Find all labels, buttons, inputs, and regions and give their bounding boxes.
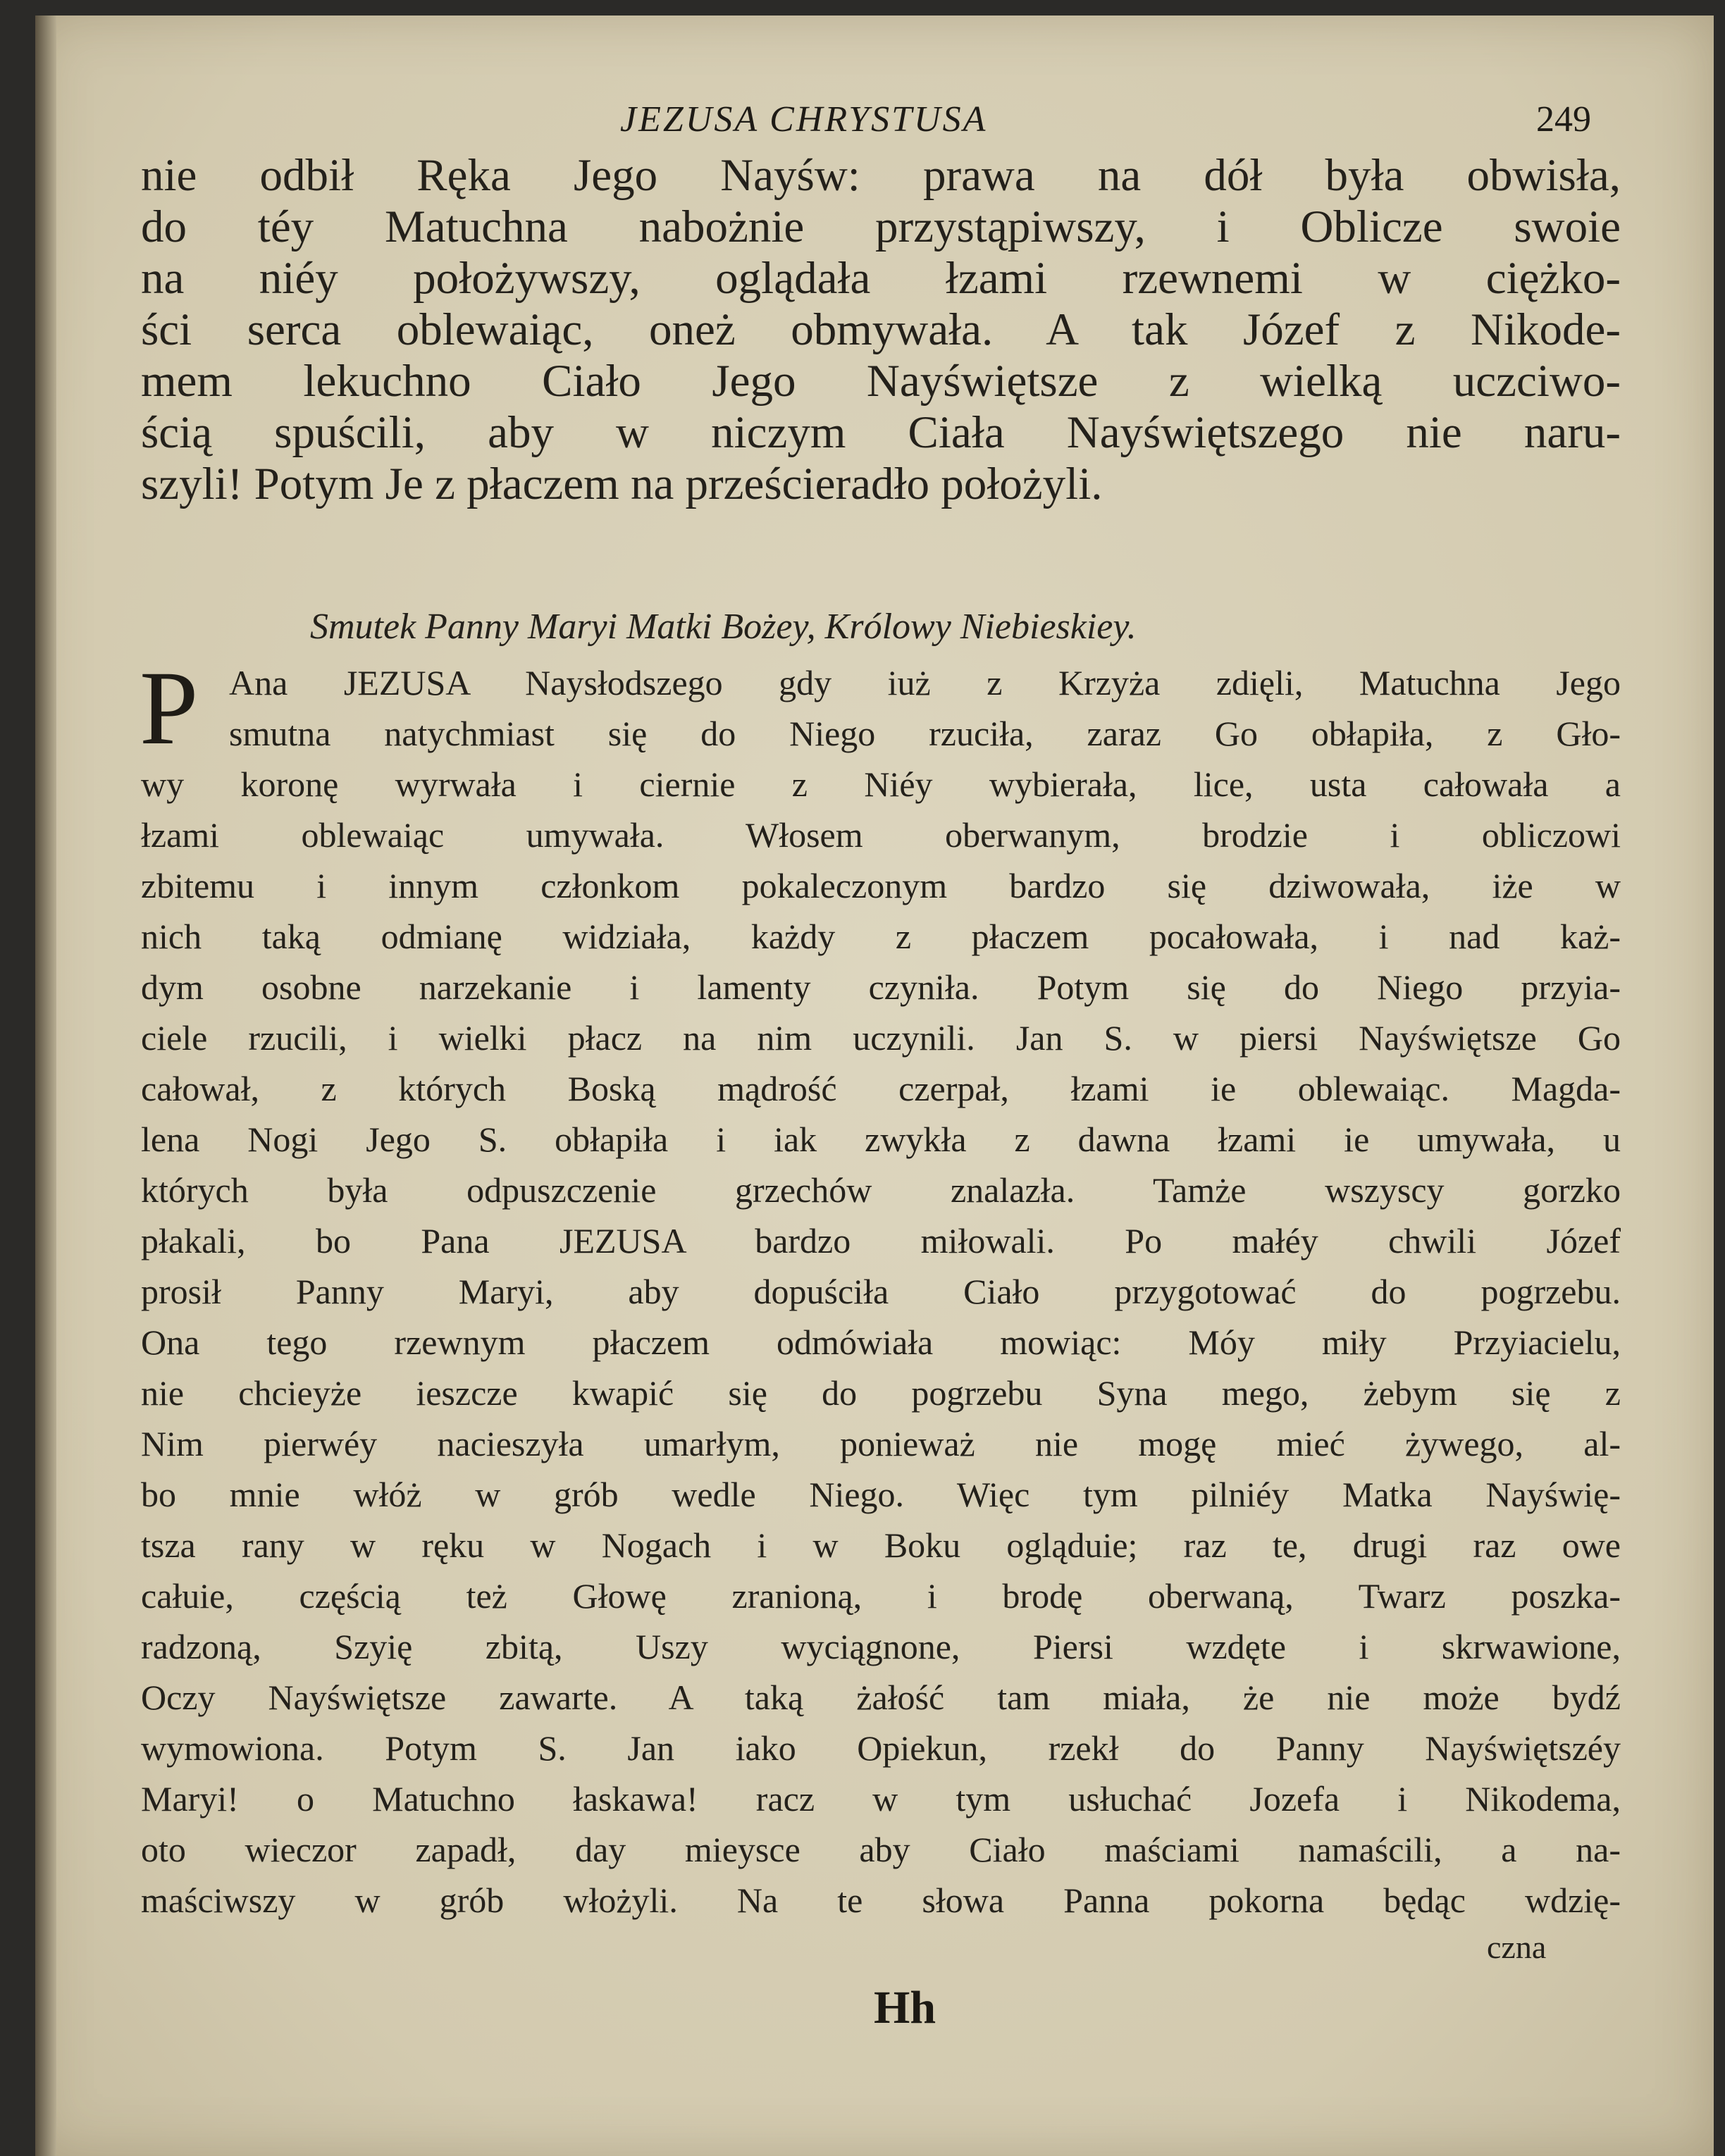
text-line: ści serca oblewaiąc, oneż obmywała. A tak Józef z Nikode- [141,304,1621,355]
text-line: prosił Panny Maryi, aby dopuściła Ciało przygotować do pogrzebu. [141,1272,1621,1311]
text-line: radzoną, Szyię zbitą, Uszy wyciągnone, Piersi wzdęte i skrwawione, [141,1627,1621,1666]
text-line: oto wieczor zapadł, day mieysce aby Ciało maściami namaścili, a na- [141,1830,1621,1869]
text-line: mem lekuchno Ciało Jego Nayświętsze z wielką uczciwo- [141,356,1621,407]
signature-mark: Hh [874,1982,936,2033]
text-line: płakali, bo Pana JEZUSA bardzo miłowali. Po małéy chwili Józef [141,1221,1621,1260]
text-line: całował, z których Boską mądrość czerpał, łzami ie oblewaiąc. Magda- [141,1069,1621,1108]
text-line: Maryi! o Matuchno łaskawa! racz w tym usłuchać Jozefa i Nikodema, [141,1779,1621,1819]
text-line: bo mnie włóż w grób wedle Niego. Więc tym pilniéy Matka Nayświę- [141,1475,1621,1514]
text-line: wy koronę wyrwała i ciernie z Niéy wybierała, lice, usta całowała a [141,764,1621,804]
drop-cap: P [140,650,199,767]
text-line: nie odbił Ręka Jego Nayśw: prawa na dół była obwisła, [141,150,1621,201]
text-line: ścią spuścili, aby w niczym Ciała Nayświętszego nie naru- [141,407,1621,458]
text-line: dym osobne narzekanie i lamenty czyniła. Potym się do Niego przyia- [141,967,1621,1007]
page-gutter [35,16,56,2156]
text-line: ciele rzucili, i wielki płacz na nim uczynili. Jan S. w piersi Nayświętsze Go [141,1018,1621,1058]
text-line: Nim pierwéy nacieszyła umarłym, ponieważ nie mogę mieć żywego, al- [141,1424,1621,1463]
text-line: tsza rany w ręku w Nogach i w Boku ogląduie; raz te, drugi raz owe [141,1525,1621,1565]
text-line: na niéy położywszy, oglądała łzami rzewnemi w ciężko- [141,253,1621,304]
page-number: 249 [1536,99,1591,140]
text-line: Oczy Nayświętsze zawarte. A taką żałość tam miała, że nie może bydź [141,1678,1621,1717]
text-line: Ona tego rzewnym płaczem odmówiała mowiąc: Móy miły Przyiacielu, [141,1322,1621,1362]
text-line: szyli! Potym Je z płaczem na prześcieradło położyli. [141,459,1103,509]
text-line: nich taką odmianę widziała, każdy z płaczem pocałowała, i nad każ- [141,917,1621,956]
running-head: JEZUSA CHRYSTUSA [620,99,988,140]
section-heading: Smutek Panny Maryi Matki Bożey, Królowy Niebieskiey. [310,607,1137,647]
text-line: łzami oblewaiąc umywała. Włosem oberwanym, brodzie i obliczowi [141,815,1621,855]
text-line: nie chcieyże ieszcze kwapić się do pogrzebu Syna mego, żebym się z [141,1373,1621,1413]
catchword: czna [1487,1929,1547,1965]
text-line: których była odpuszczenie grzechów znalazła. Tamże wszyscy gorzko [141,1170,1621,1210]
text-line: wymowiona. Potym S. Jan iako Opiekun, rzekł do Panny Nayświętszéy [141,1728,1621,1768]
text-line: lena Nogi Jego S. obłapiła i iak zwykła z dawna łzami ie umywała, u [141,1120,1621,1159]
text-line: zbitemu i innym członkom pokaleczonym bardzo się dziwowała, iże w [141,866,1621,905]
book-page [35,16,1714,2156]
text-line: całuie, częścią też Głowę zranioną, i brodę oberwaną, Twarz poszka- [141,1576,1621,1616]
text-line: maściwszy w grób włożyli. Na te słowa Panna pokorna będąc wdzię- [141,1881,1621,1920]
text-line: Ana JEZUSA Naysłodszego gdy iuż z Krzyża zdięli, Matuchna Jego [229,663,1621,702]
text-line: do téy Matuchna nabożnie przystąpiwszy, i Oblicze swoie [141,202,1621,252]
text-line: smutna natychmiast się do Niego rzuciła, zaraz Go obłapiła, z Gło- [229,714,1621,753]
